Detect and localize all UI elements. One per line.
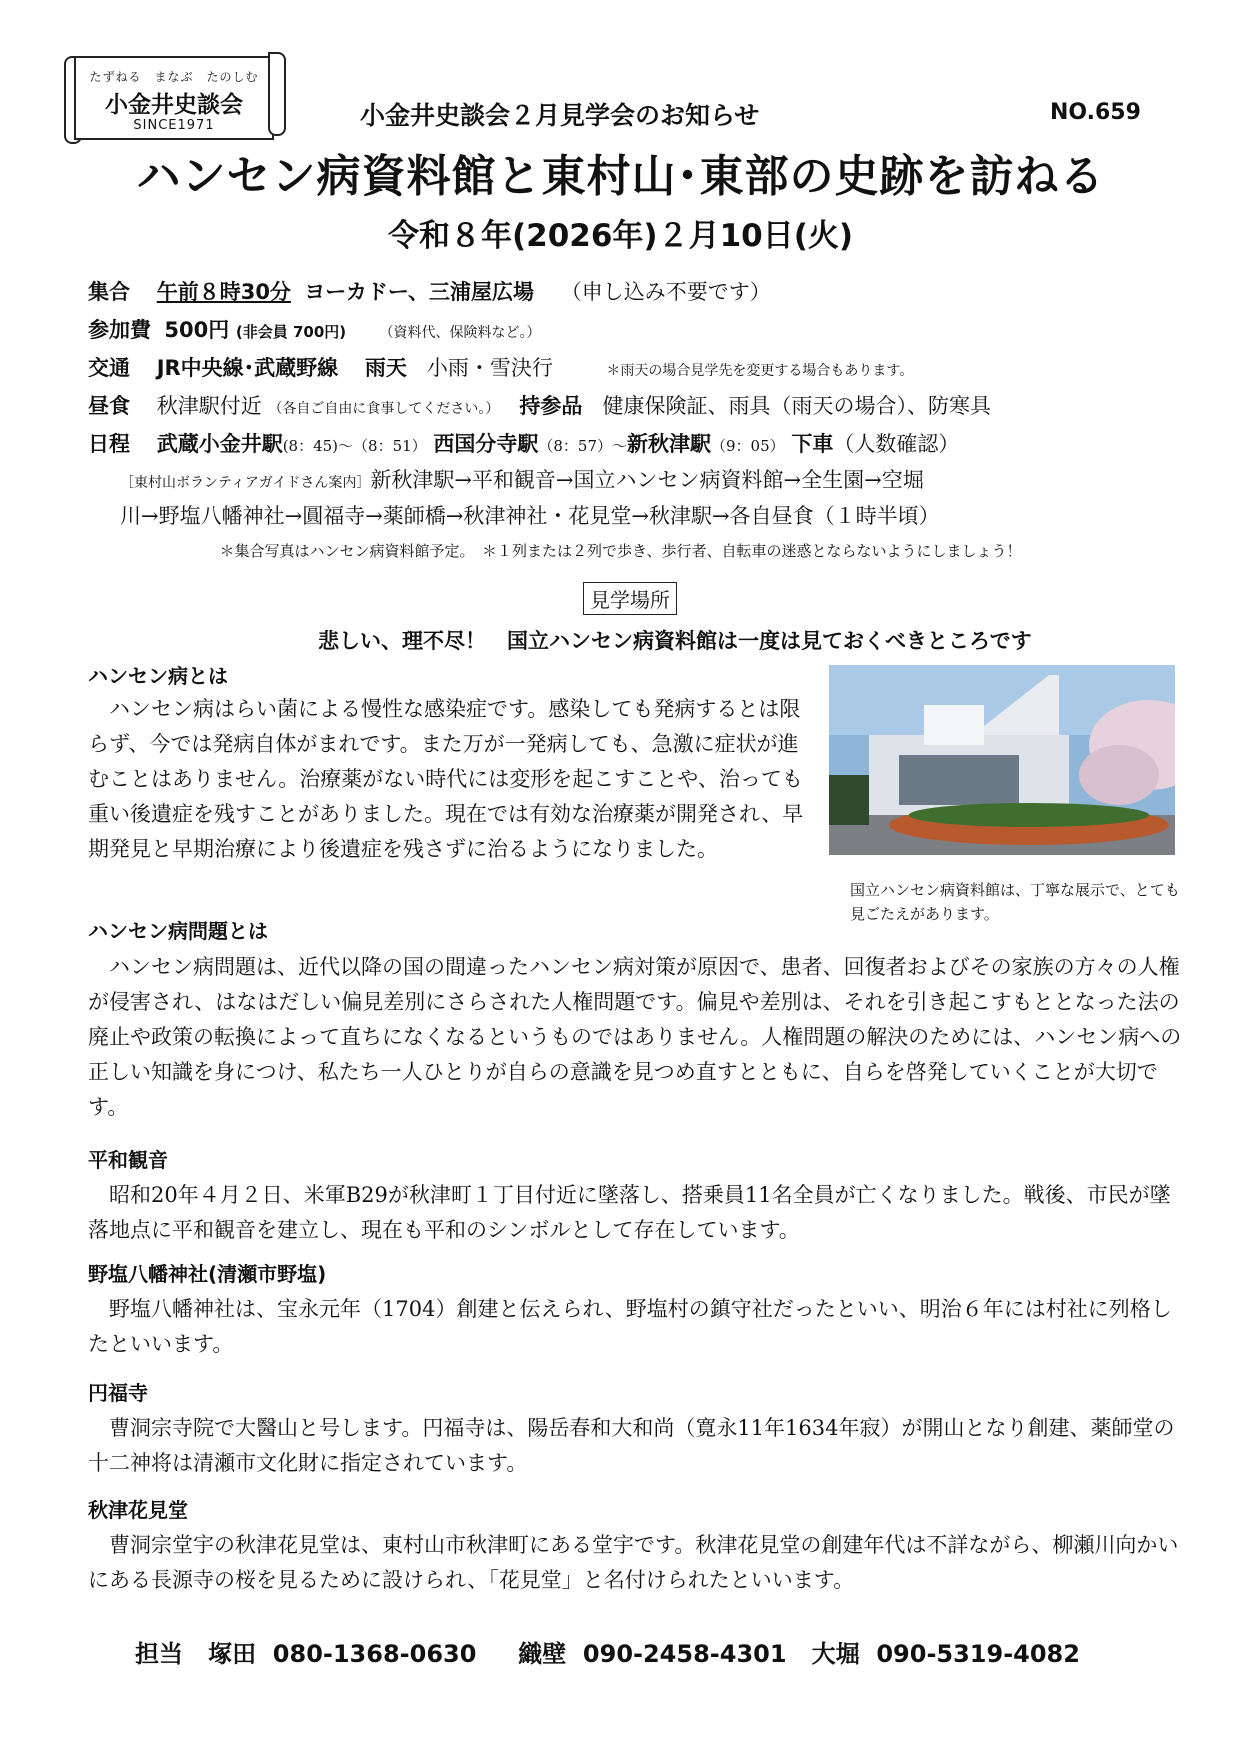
schedule-row bbox=[88, 428, 959, 458]
route-line-1 bbox=[120, 464, 924, 494]
logo-tagline: たずねる まなぶ たのしむ bbox=[89, 70, 259, 84]
notes: ＊集合写真はハンセン病資料館予定。 ＊１列または２列で歩き、歩行者、自転車の迷惑とならないようにしましょう！ bbox=[219, 542, 1022, 560]
issue-number: NO.659 bbox=[1050, 100, 1141, 125]
fee-value: 500円 bbox=[164, 318, 230, 342]
section-heading-hansen: ハンセン病とは bbox=[88, 664, 228, 688]
contact-name-1: 塚田 bbox=[208, 1640, 257, 1668]
fee-nonmember: (非会員 700円) bbox=[235, 323, 347, 341]
contact-phone-1: 080-1368-0630 bbox=[272, 1640, 477, 1668]
schedule-label: 日程 bbox=[88, 432, 130, 456]
section-heading-hanamido: 秋津花見堂 bbox=[88, 1498, 188, 1522]
fee-note: （資料代、保険料など。） bbox=[379, 325, 541, 341]
scroll-right-curl bbox=[268, 52, 286, 136]
meet-note: （申し込み不要です） bbox=[560, 280, 771, 304]
section-body-enpukuji: 曹洞宗寺院で大醫山と号します。円福寺は、陽岳春和大和尚（寛永11年1634年寂）が開山となり創建、薬師堂の十二神将は清瀬市文化財に指定されています。 bbox=[88, 1416, 1175, 1475]
section-body-hanamido: 曹洞宗堂宇の秋津花見堂は、東村山市秋津町にある堂宇です。秋津花見堂の創建年代は不詳ながら、柳瀬川向かいにある長源寺の桜を見るために設けられ、「花見堂」と名付けられたといいます。 bbox=[88, 1533, 1179, 1592]
schedule-time-3: （9：05） bbox=[711, 437, 785, 455]
schedule-note: （人数確認） bbox=[833, 432, 960, 456]
route-text-1: 新秋津駅→平和観音→国立ハンセン病資料館→全生園→空堀 bbox=[370, 468, 924, 492]
museum-photo bbox=[829, 665, 1175, 855]
photo-caption: 国立ハンセン病資料館は、丁寧な展示で、とても見ごたえがあります。 bbox=[850, 881, 1180, 923]
fee-row bbox=[88, 314, 541, 344]
notice-subtitle: 小金井史談会２月見学会のお知らせ bbox=[360, 101, 760, 130]
rain-note: ＊雨天の場合見学先を変更する場合もあります。 bbox=[606, 363, 914, 379]
section-body-hansen-issue: ハンセン病問題は、近代以降の国の間違ったハンセン病対策が原因で、患者、回復者およびその家族の方々の人権が侵害され、はなはだしい偏見差別にさらされた人権問題です。偏見や差別は、それを引き起こすもととなった法の廃止や政策の転換によって直ちになくなるというものではありません。人権問題の解決のためには、ハンセン病への正しい知識を身につけ、私たち一人ひとりが自らの意識を見つめ直すとともに、自らを啓発していくことが大切です。 bbox=[88, 955, 1182, 1119]
schedule-station-1: 武蔵小金井駅 bbox=[156, 432, 283, 456]
event-date: 令和８年(2026年)２月10日(火) bbox=[387, 218, 854, 254]
contact-phone-3: 090-5319-4082 bbox=[876, 1640, 1080, 1668]
schedule-station-3: 新秋津駅 bbox=[627, 432, 711, 456]
fee-label: 参加費 bbox=[88, 318, 151, 342]
section-heading-hansen-issue: ハンセン病問題とは bbox=[88, 919, 268, 943]
schedule-station-2: 西国分寺駅 bbox=[433, 432, 539, 456]
route-guide: ［東村山ボランティアガイドさん案内］ bbox=[120, 475, 371, 491]
rain-value: 小雨・雪決行 bbox=[426, 356, 553, 380]
lunch-value: 秋津駅付近 bbox=[156, 394, 262, 418]
contact-name-2: 織壁 bbox=[518, 1640, 567, 1668]
transport-value: JR中央線･武蔵野線 bbox=[156, 356, 339, 380]
transport-label: 交通 bbox=[88, 356, 130, 380]
schedule-time-2: （8：57）～ bbox=[538, 437, 627, 455]
page-title: ハンセン病資料館と東村山･東部の史跡を訪ねる bbox=[136, 151, 1105, 202]
contact-name-3: 大堀 bbox=[811, 1640, 860, 1668]
items-value: 健康保険証、雨具（雨天の場合）、防寒具 bbox=[602, 394, 991, 418]
lunch-label: 昼食 bbox=[88, 394, 130, 418]
section-heading-enpukuji: 円福寺 bbox=[88, 1381, 148, 1405]
footer-label: 担当 bbox=[135, 1640, 183, 1668]
rain-label: 雨天 bbox=[364, 356, 407, 380]
footer-contacts bbox=[135, 1634, 1080, 1669]
places-label: 見学場所 bbox=[583, 582, 677, 615]
route-line-2: 川→野塩八幡神社→圓福寺→薬師橋→秋津神社・花見堂→秋津駅→各自昼食（１時半頃） bbox=[120, 504, 940, 528]
meet-time: 午前８時30分 bbox=[156, 280, 291, 304]
logo-scroll bbox=[74, 56, 274, 140]
museum-photo-icon bbox=[829, 665, 1175, 855]
lunch-row bbox=[88, 390, 991, 420]
schedule-time-1: (8：45)～（8：51） bbox=[282, 437, 427, 455]
meet-row bbox=[88, 276, 771, 306]
meet-label: 集合 bbox=[88, 280, 130, 304]
logo bbox=[64, 52, 286, 142]
section-heading-noshio: 野塩八幡神社(清瀬市野塩) bbox=[88, 1262, 327, 1286]
lunch-note: （各自ご自由に食事してください。） bbox=[268, 401, 500, 417]
section-body-hansen: ハンセン病はらい菌による慢性な感染症です。感染しても発病するとは限らず、今では発病自体がまれです。また万が一発病しても、急激に症状が進むことはありません。治療薬がない時代には変形を起こすことや、治っても重い後遺症を残すことがありました。現在では有効な治療薬が開発され、早期発見と早期治療により後遺症を残さずに治るようになりました。 bbox=[88, 697, 804, 861]
items-label: 持参品 bbox=[519, 394, 583, 418]
transport-row bbox=[88, 352, 913, 382]
logo-since: SINCE1971 bbox=[133, 118, 215, 133]
section-body-heiwa: 昭和20年４月２日、米軍B29が秋津町１丁目付近に墜落し、搭乗員11名全員が亡くなりました。戦後、市民が墜落地点に平和観音を建立し、現在も平和のシンボルとして存在しています。 bbox=[88, 1183, 1171, 1242]
meet-place: ヨーカドー、三浦屋広場 bbox=[304, 280, 535, 304]
schedule-off: 下車 bbox=[791, 432, 834, 456]
tagline: 悲しい、理不尽！ 国立ハンセン病資料館は一度は見ておくべきところです bbox=[318, 629, 1032, 653]
logo-name: 小金井史談会 bbox=[105, 91, 243, 118]
section-heading-heiwa: 平和観音 bbox=[88, 1148, 168, 1172]
contact-phone-2: 090-2458-4301 bbox=[582, 1640, 787, 1668]
section-body-noshio: 野塩八幡神社は、宝永元年（1704）創建と伝えられ、野塩村の鎮守社だったといい、明治６年には村社に列格したといいます。 bbox=[88, 1297, 1172, 1356]
